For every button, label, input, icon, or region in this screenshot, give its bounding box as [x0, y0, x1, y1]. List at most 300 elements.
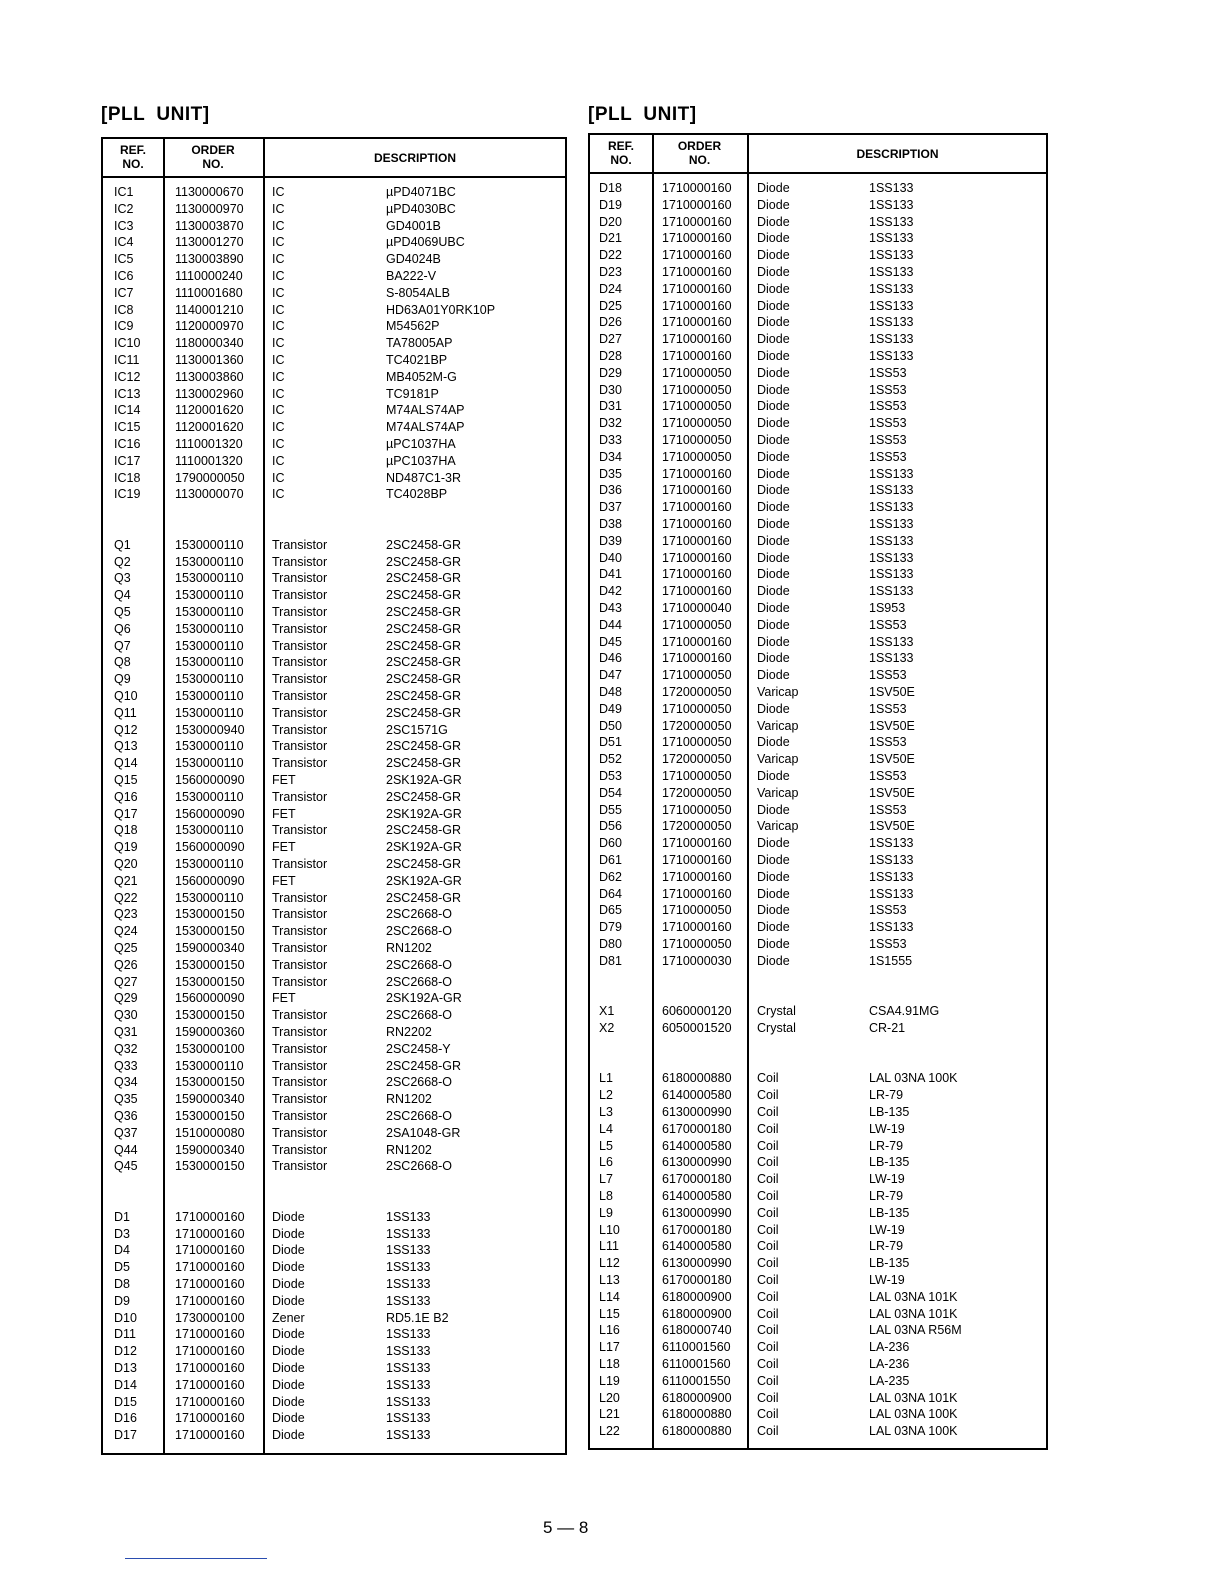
ref-no-cell: D9 — [114, 1293, 130, 1308]
order-no-cell: 1530000940 — [175, 722, 245, 737]
ref-no-cell: L9 — [599, 1205, 613, 1220]
order-no-cell: 1530000110 — [175, 857, 244, 871]
table-row — [103, 285, 565, 302]
part-type-cell: IC — [272, 369, 285, 384]
ref-no-cell: IC5 — [114, 252, 134, 267]
part-number-cell: 2SK192A-GR — [386, 806, 462, 821]
ref-no-cell: D46 — [599, 651, 622, 666]
table-row — [590, 1222, 1046, 1239]
order-no-cell: 1710000160 — [662, 567, 732, 582]
part-type-cell: FET — [272, 991, 296, 1006]
part-type-cell: Transistor — [272, 722, 328, 737]
part-type-cell: Coil — [757, 1071, 779, 1086]
part-number-cell: 2SC1571G — [386, 722, 448, 737]
table-row — [103, 1276, 565, 1293]
footer-rule — [125, 1558, 267, 1559]
order-no-cell: 1710000160 — [662, 265, 732, 279]
part-number-cell: 1SS133 — [869, 853, 914, 867]
part-type-cell: Diode — [757, 500, 790, 515]
part-type-cell: Varicap — [757, 752, 799, 767]
part-number-cell: 1SS133 — [869, 533, 914, 548]
order-no-cell: 6110001560 — [662, 1340, 731, 1355]
part-type-cell: Diode — [757, 433, 790, 447]
ref-no-cell: L8 — [599, 1189, 613, 1203]
order-no-cell: 1710000160 — [662, 483, 732, 498]
part-type-cell: Transistor — [272, 957, 328, 972]
part-type-cell: IC — [272, 487, 285, 502]
part-number-cell: 2SC2458-GR — [386, 672, 462, 687]
table-row — [590, 835, 1046, 852]
order-no-cell: 1710000050 — [662, 416, 732, 431]
order-no-cell: 1710000160 — [175, 1243, 245, 1258]
ref-no-cell: D14 — [114, 1377, 137, 1392]
order-no-cell: 1710000160 — [662, 550, 732, 565]
ref-no-cell: D11 — [114, 1327, 137, 1342]
ref-no-cell: D20 — [599, 214, 622, 229]
order-no-cell: 1710000160 — [175, 1293, 245, 1308]
part-type-cell: Transistor — [272, 1041, 328, 1056]
ref-no-cell: D79 — [599, 920, 622, 935]
part-type-cell: Diode — [757, 550, 790, 565]
ref-no-cell: IC18 — [114, 470, 141, 485]
part-number-cell: M54562P — [386, 319, 440, 334]
part-type-cell: Diode — [757, 197, 790, 212]
order-no-cell: 1590000340 — [175, 1092, 245, 1107]
ref-no-cell: L18 — [599, 1357, 620, 1371]
table-row — [590, 1390, 1046, 1407]
ref-no-cell: Q26 — [114, 957, 138, 972]
ref-no-cell: IC17 — [114, 453, 141, 468]
order-no-cell: 6060000120 — [662, 1004, 732, 1019]
order-no-cell: 1710000050 — [662, 903, 732, 918]
part-type-cell: Diode — [757, 281, 790, 296]
order-no-cell: 1530000110 — [175, 554, 244, 569]
part-number-cell: 1SS133 — [386, 1411, 431, 1426]
part-number-cell: 1SS133 — [869, 483, 914, 498]
order-no-cell: 1120001620 — [175, 420, 244, 435]
part-type-cell: Coil — [757, 1205, 779, 1220]
table-row — [590, 197, 1046, 214]
part-number-cell: 2SC2668-O — [386, 924, 453, 939]
ref-no-cell: D12 — [114, 1344, 137, 1359]
part-type-cell: Diode — [757, 382, 790, 397]
part-type-cell: Coil — [757, 1172, 779, 1187]
order-no-cell: 1710000160 — [175, 1428, 245, 1443]
part-number-cell: 2SC2458-GR — [386, 857, 462, 871]
order-no-cell: 1710000050 — [662, 802, 732, 817]
table-row — [590, 1205, 1046, 1222]
ref-header-line1: REF. — [119, 143, 146, 157]
part-type-cell: Diode — [272, 1226, 305, 1241]
order-no-cell: 1560000090 — [175, 806, 245, 821]
table-row — [103, 1091, 565, 1108]
table-row — [103, 570, 565, 587]
table-row — [103, 671, 565, 688]
part-type-cell: Varicap — [757, 685, 799, 699]
table-row — [590, 1138, 1046, 1155]
ref-no-cell: D41 — [599, 567, 622, 582]
table-row — [590, 701, 1046, 718]
part-number-cell: 1SV50E — [869, 785, 915, 800]
order-no-cell: 1530000110 — [175, 705, 244, 720]
part-type-cell: Transistor — [272, 756, 328, 771]
part-number-cell: 1SS53 — [869, 433, 907, 447]
part-number-cell: 2SC2458-GR — [386, 705, 462, 720]
order-no-cell: 1530000110 — [175, 756, 244, 771]
table-row — [590, 1272, 1046, 1289]
part-type-cell: Diode — [757, 886, 790, 901]
part-type-cell: IC — [272, 336, 285, 351]
part-number-cell: 1SS133 — [869, 869, 914, 884]
part-type-cell: Diode — [757, 517, 790, 531]
part-type-cell: Diode — [272, 1411, 305, 1426]
ref-no-cell: Q32 — [114, 1041, 138, 1056]
order-no-cell: 1710000050 — [662, 449, 732, 464]
table-row — [590, 1070, 1046, 1087]
ref-no-cell: Q7 — [114, 638, 131, 653]
order-no-cell: 1530000150 — [175, 1075, 245, 1090]
part-type-cell: Coil — [757, 1289, 779, 1304]
part-type-cell: Diode — [272, 1277, 305, 1291]
part-number-cell: 1SS133 — [869, 500, 914, 515]
ref-no-cell: Q9 — [114, 672, 131, 687]
part-type-cell: Coil — [757, 1105, 779, 1119]
part-number-cell: 2SC2458-GR — [386, 823, 462, 838]
ref-no-cell: D39 — [599, 533, 622, 548]
part-type-cell: Diode — [757, 365, 790, 380]
table-row — [103, 957, 565, 974]
table-row — [103, 1343, 565, 1360]
table-row — [103, 1242, 565, 1259]
part-number-cell: RN2202 — [386, 1025, 432, 1039]
part-number-cell: 2SC2458-GR — [386, 621, 462, 636]
part-type-cell: Diode — [757, 332, 790, 347]
part-type-cell: Coil — [757, 1121, 779, 1136]
table-row — [590, 1255, 1046, 1272]
table-row — [103, 1158, 565, 1175]
order-no-cell: 1720000050 — [662, 785, 732, 800]
order-no-cell: 1710000160 — [662, 517, 732, 531]
table-row — [103, 1074, 565, 1091]
order-no-cell: 1720000050 — [662, 819, 732, 834]
order-no-cell: 1560000090 — [175, 773, 245, 787]
part-number-cell: LAL 03NA 100K — [869, 1071, 958, 1086]
ref-no-cell: Q5 — [114, 605, 131, 619]
part-type-cell: Transistor — [272, 655, 328, 670]
table-row — [590, 1373, 1046, 1390]
ref-no-cell: D53 — [599, 769, 622, 783]
ref-no-cell: Q45 — [114, 1159, 138, 1174]
ref-no-cell: Q3 — [114, 571, 131, 586]
ref-no-cell: D47 — [599, 668, 622, 683]
order-no-cell: 1710000160 — [662, 836, 732, 851]
ref-no-cell: IC10 — [114, 336, 141, 351]
table-row — [590, 1423, 1046, 1440]
table-row — [103, 234, 565, 251]
part-number-cell: µPC1037HA — [386, 453, 456, 468]
order-no-cell: 1710000160 — [662, 281, 732, 296]
part-type-cell: Transistor — [272, 537, 328, 552]
ref-no-cell: L14 — [599, 1289, 620, 1304]
ref-no-cell: Q33 — [114, 1058, 138, 1073]
part-type-cell: Diode — [272, 1394, 305, 1409]
part-number-cell: MB4052M-G — [386, 369, 457, 384]
table-row — [590, 818, 1046, 835]
part-number-cell: HD63A01Y0RK10P — [386, 302, 496, 317]
table-row — [590, 634, 1046, 651]
table-row — [590, 1188, 1046, 1205]
description-header: DESCRIPTION — [856, 147, 939, 161]
table-row — [590, 734, 1046, 751]
ref-no-cell: Q20 — [114, 857, 138, 871]
table-row — [590, 550, 1046, 567]
ref-no-cell: D3 — [114, 1226, 130, 1241]
ref-no-cell: D61 — [599, 853, 622, 867]
ref-no-cell: L7 — [599, 1172, 613, 1187]
ref-no-cell: D49 — [599, 701, 622, 716]
part-type-cell: IC — [272, 420, 285, 435]
part-type-cell: IC — [272, 319, 285, 334]
order-no-cell: 1110001320 — [175, 453, 243, 468]
part-type-cell: Transistor — [272, 588, 328, 603]
order-no-cell: 1530000110 — [175, 537, 244, 552]
order-no-cell: 6140000580 — [662, 1088, 732, 1103]
part-type-cell: Coil — [757, 1273, 779, 1287]
part-number-cell: M74ALS74AP — [386, 420, 465, 435]
table-row — [590, 247, 1046, 264]
part-number-cell: 1SS133 — [869, 634, 914, 649]
table-row — [590, 768, 1046, 785]
order-no-cell: 6180000880 — [662, 1071, 732, 1086]
ref-no-cell: D16 — [114, 1411, 137, 1426]
table-row — [590, 970, 1046, 987]
part-number-cell: 2SC2458-GR — [386, 655, 462, 670]
part-number-cell: 2SC2458-GR — [386, 689, 462, 703]
table-row — [103, 1058, 565, 1075]
part-number-cell: 2SC2668-O — [386, 1075, 453, 1090]
ref-no-cell: D37 — [599, 500, 622, 515]
part-number-cell: 2SC2458-GR — [386, 1058, 462, 1073]
order-no-cell: 1110001320 — [175, 437, 243, 451]
table-row — [590, 785, 1046, 802]
part-type-cell: Coil — [757, 1390, 779, 1405]
ref-no-cell: X1 — [599, 1004, 615, 1019]
part-type-cell: Diode — [757, 634, 790, 649]
part-type-cell: Transistor — [272, 907, 328, 922]
ref-no-cell: D43 — [599, 601, 622, 615]
part-type-cell: Coil — [757, 1340, 779, 1355]
ref-no-cell: Q4 — [114, 588, 131, 603]
part-type-cell: Diode — [757, 735, 790, 750]
part-number-cell: 1SS53 — [869, 449, 907, 464]
table-row — [590, 1339, 1046, 1356]
order-no-cell: 1510000080 — [175, 1125, 245, 1140]
part-type-cell: Coil — [757, 1239, 779, 1254]
ref-no-cell: D45 — [599, 634, 622, 649]
part-number-cell: 2SC2668-O — [386, 957, 453, 972]
part-type-cell: Transistor — [272, 890, 328, 905]
order-no-cell: 1130003890 — [175, 252, 244, 267]
order-no-cell: 1530000110 — [175, 1058, 244, 1073]
order-no-cell: 6170000180 — [662, 1273, 732, 1287]
table-row — [103, 218, 565, 235]
table-row — [590, 617, 1046, 634]
part-number-cell: LR-79 — [869, 1088, 904, 1103]
order-no-cell: 1710000160 — [662, 466, 732, 481]
part-type-cell: Diode — [272, 1327, 305, 1342]
ref-no-cell: Q34 — [114, 1075, 138, 1090]
part-type-cell: Coil — [757, 1138, 779, 1153]
order-no-cell: 1710000160 — [662, 315, 732, 330]
part-type-cell: Diode — [272, 1260, 305, 1275]
ref-no-cell: D19 — [599, 197, 622, 212]
part-type-cell: IC — [272, 201, 285, 216]
part-type-cell: Diode — [757, 953, 790, 968]
part-number-cell: 1SS53 — [869, 937, 907, 951]
order-no-cell: 1530000110 — [175, 571, 244, 586]
part-number-cell: 1SS133 — [869, 517, 914, 531]
part-number-cell: LAL 03NA 101K — [869, 1306, 958, 1321]
part-number-cell: 1SS133 — [869, 248, 914, 263]
part-type-cell: Transistor — [272, 823, 328, 838]
part-type-cell: Diode — [272, 1377, 305, 1392]
ref-no-cell: D34 — [599, 449, 622, 464]
order-no-cell: 1710000160 — [662, 869, 732, 884]
part-number-cell: 2SK192A-GR — [386, 840, 462, 855]
ref-no-cell: IC4 — [114, 235, 134, 250]
table-row — [590, 348, 1046, 365]
ref-no-cell: Q15 — [114, 773, 138, 787]
table-row — [590, 650, 1046, 667]
ref-no-header — [590, 139, 652, 167]
ref-no-cell: L17 — [599, 1340, 620, 1355]
part-type-cell: Diode — [272, 1344, 305, 1359]
table-row — [103, 1041, 565, 1058]
part-number-cell: 1SS133 — [869, 214, 914, 229]
part-type-cell: IC — [272, 269, 285, 283]
table-row — [590, 230, 1046, 247]
ref-no-cell: D10 — [114, 1310, 137, 1325]
part-type-cell: Varicap — [757, 785, 799, 800]
part-type-cell: Diode — [757, 584, 790, 599]
order-no-cell: 1710000050 — [662, 382, 732, 397]
ref-no-cell: D28 — [599, 349, 622, 363]
part-number-cell: LB-135 — [869, 1155, 910, 1170]
table-row — [590, 1356, 1046, 1373]
order-no-cell: 1710000160 — [175, 1277, 245, 1291]
table-row — [103, 621, 565, 638]
table-row — [590, 499, 1046, 516]
table-row — [103, 705, 565, 722]
order-no-cell: 1710000050 — [662, 735, 732, 750]
order-no-cell: 1710000160 — [662, 214, 732, 229]
table-row — [590, 869, 1046, 886]
ref-no-cell: IC19 — [114, 487, 141, 502]
order-header-line2: NO. — [688, 153, 711, 167]
ref-no-cell: D1 — [114, 1209, 130, 1224]
ref-no-cell: D27 — [599, 332, 622, 347]
table-row — [103, 470, 565, 487]
table-row — [103, 1394, 565, 1411]
part-number-cell: 1SS53 — [869, 802, 907, 817]
part-type-cell: Coil — [757, 1357, 779, 1371]
ref-no-cell: L6 — [599, 1155, 613, 1170]
table-row — [103, 352, 565, 369]
ref-no-cell: D51 — [599, 735, 622, 750]
ref-no-cell: IC3 — [114, 218, 134, 233]
part-number-cell: 1SS133 — [869, 584, 914, 599]
table-row — [103, 822, 565, 839]
table-row — [590, 1020, 1046, 1037]
order-no-cell: 6140000580 — [662, 1239, 732, 1254]
order-no-cell: 1710000160 — [175, 1411, 245, 1426]
table-row — [103, 1377, 565, 1394]
table-row — [103, 453, 565, 470]
part-number-cell: 1SS133 — [386, 1277, 431, 1291]
table-row — [103, 486, 565, 503]
part-type-cell: IC — [272, 218, 285, 233]
order-no-cell: 1710000160 — [175, 1394, 245, 1409]
part-number-cell: RN1202 — [386, 1142, 432, 1157]
ref-no-cell: Q17 — [114, 806, 138, 821]
order-no-cell: 1710000160 — [662, 651, 732, 666]
part-type-cell: Diode — [757, 601, 790, 615]
part-number-cell: LW-19 — [869, 1121, 905, 1136]
ref-no-cell: L3 — [599, 1105, 613, 1119]
order-no-cell: 1710000160 — [662, 298, 732, 313]
part-type-cell: Varicap — [757, 718, 799, 733]
ref-no-cell: D23 — [599, 265, 622, 279]
table-row — [103, 1125, 565, 1142]
part-type-cell: Coil — [757, 1088, 779, 1103]
part-type-cell: Diode — [272, 1209, 305, 1224]
table-row — [103, 722, 565, 739]
ref-no-cell: D32 — [599, 416, 622, 431]
order-no-cell: 1530000110 — [175, 672, 244, 687]
part-type-cell: Diode — [757, 701, 790, 716]
part-type-cell: Diode — [757, 214, 790, 229]
order-no-cell: 6180000880 — [662, 1424, 732, 1439]
table-row — [590, 1054, 1046, 1071]
ref-no-cell: D15 — [114, 1394, 137, 1409]
table-row — [590, 718, 1046, 735]
ref-no-cell: D21 — [599, 231, 622, 246]
table-row — [590, 1003, 1046, 1020]
part-type-cell: IC — [272, 453, 285, 468]
ref-no-cell: D31 — [599, 399, 622, 414]
part-number-cell: LAL 03NA 101K — [869, 1390, 958, 1405]
part-type-cell: Coil — [757, 1424, 779, 1439]
table-row — [103, 906, 565, 923]
table-row — [103, 386, 565, 403]
part-type-cell: IC — [272, 386, 285, 401]
table-row — [103, 520, 565, 537]
part-type-cell: IC — [272, 403, 285, 418]
part-type-cell: Transistor — [272, 739, 328, 754]
order-no-cell: 1710000160 — [662, 500, 732, 515]
part-number-cell: TC4028BP — [386, 487, 448, 502]
part-type-cell: Zener — [272, 1310, 305, 1325]
part-number-cell: TC4021BP — [386, 353, 448, 367]
order-no-cell: 1710000160 — [175, 1344, 245, 1359]
part-number-cell: 1SS133 — [869, 550, 914, 565]
order-no-cell: 1710000050 — [662, 433, 732, 447]
table-row — [103, 654, 565, 671]
part-type-cell: Transistor — [272, 1159, 328, 1174]
ref-no-cell: IC2 — [114, 201, 134, 216]
order-no-cell: 1180000340 — [175, 336, 244, 351]
ref-no-cell: Q10 — [114, 689, 138, 703]
